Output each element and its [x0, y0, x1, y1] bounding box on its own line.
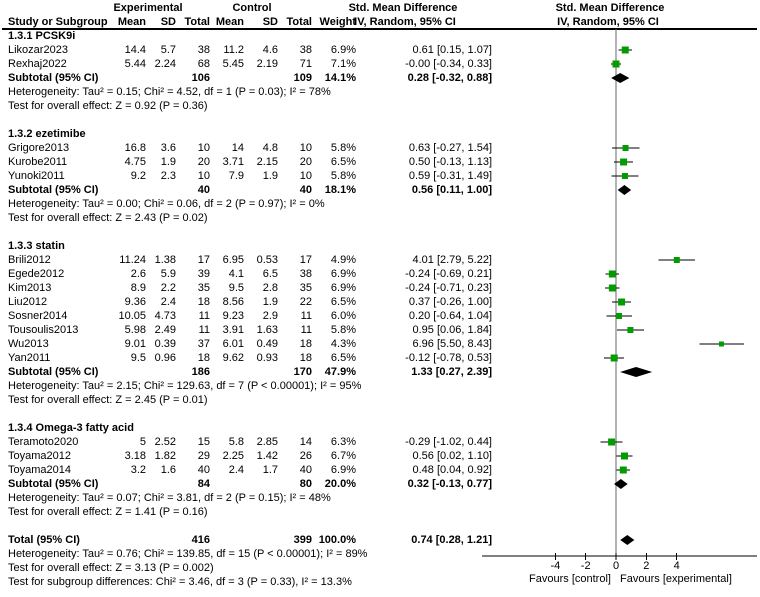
study-name: Yan2011	[8, 352, 51, 364]
weight: 6.7%	[330, 450, 356, 462]
exp-sd: 0.39	[154, 338, 176, 350]
study-name: Rexhaj2022	[8, 58, 67, 70]
smd-ci-value: 0.56 [0.11, 1.00]	[411, 184, 492, 196]
table-row	[0, 309, 760, 323]
overall-effect-text: Test for overall effect: Z = 2.45 (P = 0.01)	[8, 394, 208, 406]
ctl-sd: 0.53	[256, 254, 278, 266]
weight: 6.5%	[330, 296, 356, 308]
weight: 6.9%	[330, 464, 356, 476]
section-title: 1.3.4 Omega-3 fatty acid	[8, 422, 134, 434]
table-row	[0, 281, 760, 295]
axis-tick-label: 4	[673, 560, 680, 572]
heterogeneity-text: Heterogeneity: Tau² = 0.00; Chi² = 0.06, df = 2 (P = 0.97); I² = 0%	[8, 198, 325, 210]
heterogeneity-text: Heterogeneity: Tau² = 0.07; Chi² = 3.81, df = 2 (P = 0.15); I² = 48%	[8, 492, 331, 504]
table-row	[0, 99, 760, 113]
axis-tick-label: 2	[643, 560, 650, 572]
ctl-mean: 6.01	[222, 338, 244, 350]
exp-mean: 5.44	[124, 58, 146, 70]
ctl-total: 10	[299, 142, 312, 154]
ctl-sd: 2.15	[256, 156, 278, 168]
heterogeneity-text: Heterogeneity: Tau² = 2.15; Chi² = 129.63, df = 7 (P < 0.00001); I² = 95%	[8, 380, 362, 392]
table-row	[0, 533, 760, 547]
weight: 6.3%	[330, 436, 356, 448]
header-exp-total: Total	[184, 16, 210, 28]
ctl-total: 11	[300, 324, 312, 336]
smd-ci-value: 0.48 [0.04, 0.92]	[412, 464, 492, 476]
study-name: Wu2013	[8, 338, 49, 350]
table-row	[0, 197, 760, 211]
weight: 6.9%	[330, 268, 356, 280]
favours-control-label: Favours [control]	[529, 573, 611, 585]
study-name: Kim2013	[8, 282, 52, 294]
header-ctl-total: Total	[286, 16, 312, 28]
ctl-total: 170	[293, 366, 312, 378]
exp-mean: 4.75	[124, 156, 146, 168]
weight: 5.8%	[330, 324, 356, 336]
exp-sd: 3.6	[160, 142, 176, 154]
header-smd-plot-sub: IV, Random, 95% CI	[557, 16, 659, 28]
table-row	[0, 43, 760, 57]
smd-ci-value: 0.32 [-0.13, 0.77]	[407, 478, 492, 490]
ctl-sd: 6.5	[262, 268, 278, 280]
table-row	[0, 449, 760, 463]
ctl-total: 35	[299, 282, 312, 294]
ctl-total: 26	[299, 450, 312, 462]
ctl-total: 38	[299, 44, 312, 56]
study-name: Kurobe2011	[8, 156, 68, 168]
exp-sd: 2.49	[154, 324, 176, 336]
exp-total: 10	[197, 142, 210, 154]
exp-sd: 0.96	[154, 352, 176, 364]
overall-effect-text: Test for overall effect: Z = 3.13 (P = 0.002)	[8, 562, 214, 574]
ctl-sd: 1.42	[256, 450, 278, 462]
ctl-total: 22	[299, 296, 312, 308]
ctl-mean: 3.91	[222, 324, 244, 336]
header-study-col: Study or Subgroup	[8, 16, 108, 28]
subtotal-label: Subtotal (95% CI)	[8, 72, 99, 84]
ctl-total: 38	[299, 268, 312, 280]
table-row	[0, 379, 760, 393]
exp-total: 10	[197, 170, 210, 182]
exp-mean: 9.2	[130, 170, 146, 182]
table-row	[0, 491, 760, 505]
smd-ci-value: -0.00 [-0.34, 0.33]	[405, 58, 492, 70]
ctl-sd: 1.7	[262, 464, 278, 476]
smd-ci-value: -0.24 [-0.69, 0.21]	[405, 268, 492, 280]
ctl-mean: 7.9	[228, 170, 244, 182]
ctl-mean: 11.2	[223, 44, 244, 56]
study-name: Liu2012	[8, 296, 48, 308]
ctl-sd: 1.9	[262, 170, 278, 182]
table-row	[0, 575, 760, 589]
weight: 100.0%	[318, 534, 356, 546]
exp-mean: 5	[139, 436, 146, 448]
smd-ci-value: 0.50 [-0.13, 1.13]	[408, 156, 492, 168]
table-row	[0, 29, 760, 43]
exp-sd: 5.9	[160, 268, 176, 280]
ctl-mean: 9.5	[228, 282, 244, 294]
study-name: Teramoto2020	[8, 436, 79, 448]
exp-mean: 10.05	[118, 310, 146, 322]
smd-ci-value: 4.01 [2.79, 5.22]	[412, 254, 492, 266]
exp-mean: 9.01	[124, 338, 146, 350]
smd-ci-value: 0.61 [0.15, 1.07]	[412, 44, 492, 56]
ctl-total: 399	[293, 534, 312, 546]
ctl-total: 40	[299, 184, 312, 196]
table-row	[0, 253, 760, 267]
exp-sd: 1.38	[154, 254, 176, 266]
ctl-total: 109	[293, 72, 312, 84]
smd-ci-value: 6.96 [5.50, 8.43]	[412, 338, 492, 350]
smd-ci-value: -0.29 [-1.02, 0.44]	[405, 436, 492, 448]
header-exp-mean: Mean	[117, 16, 146, 28]
table-row	[0, 267, 760, 281]
header-ctl-sd: SD	[262, 16, 278, 28]
weight: 18.1%	[324, 184, 356, 196]
exp-mean: 9.36	[124, 296, 146, 308]
study-name: Grigore2013	[8, 142, 70, 154]
ctl-sd: 2.19	[256, 58, 278, 70]
ctl-sd: 2.9	[262, 310, 278, 322]
axis-tick-label: 0	[612, 560, 620, 572]
ctl-total: 18	[299, 352, 312, 364]
exp-total: 18	[197, 352, 210, 364]
table-row	[0, 435, 760, 449]
ctl-mean: 14	[231, 142, 244, 154]
exp-mean: 8.9	[130, 282, 146, 294]
smd-ci-value: 0.28 [-0.32, 0.88]	[407, 72, 492, 84]
ctl-total: 20	[299, 156, 312, 168]
exp-sd: 5.7	[160, 44, 176, 56]
weight: 6.5%	[330, 156, 356, 168]
exp-total: 11	[198, 310, 210, 322]
exp-mean: 11.24	[119, 254, 146, 266]
table-row	[0, 337, 760, 351]
exp-mean: 2.6	[130, 268, 146, 280]
table-row	[0, 323, 760, 337]
exp-sd: 2.24	[154, 58, 176, 70]
exp-total: 35	[197, 282, 210, 294]
ctl-mean: 8.56	[222, 296, 244, 308]
exp-total: 416	[191, 534, 210, 546]
ctl-mean: 4.1	[228, 268, 244, 280]
exp-sd: 2.4	[160, 296, 176, 308]
table-row	[0, 71, 760, 85]
smd-ci-value: 0.56 [0.02, 1.10]	[412, 450, 492, 462]
table-row	[0, 547, 760, 561]
ctl-total: 71	[299, 58, 312, 70]
header-group-control: Control	[232, 2, 272, 14]
study-name: Toyama2014	[8, 464, 71, 476]
table-row	[0, 561, 760, 575]
table-row	[0, 477, 760, 491]
exp-total: 106	[191, 72, 210, 84]
weight: 5.8%	[330, 142, 356, 154]
table-row	[0, 57, 760, 71]
exp-total: 40	[197, 464, 210, 476]
table-row	[0, 421, 760, 435]
subtotal-label: Subtotal (95% CI)	[8, 478, 99, 490]
exp-sd: 2.3	[160, 170, 176, 182]
smd-ci-value: 1.33 [0.27, 2.39]	[411, 366, 492, 378]
exp-total: 15	[197, 436, 210, 448]
weight: 6.0%	[330, 310, 356, 322]
exp-mean: 5.98	[124, 324, 146, 336]
header-weight: Weight	[319, 16, 356, 28]
exp-total: 29	[197, 450, 210, 462]
table-row	[0, 365, 760, 379]
ctl-total: 11	[300, 310, 312, 322]
table-row	[0, 85, 760, 99]
smd-ci-value: -0.12 [-0.78, 0.53]	[405, 352, 492, 364]
table-row	[0, 393, 760, 407]
ctl-total: 80	[299, 478, 312, 490]
weight: 47.9%	[324, 366, 356, 378]
exp-sd: 1.6	[160, 464, 176, 476]
smd-ci-value: -0.24 [-0.71, 0.23]	[405, 282, 492, 294]
smd-ci-value: 0.63 [-0.27, 1.54]	[408, 142, 492, 154]
exp-total: 68	[197, 58, 210, 70]
table-row	[0, 141, 760, 155]
exp-total: 17	[197, 254, 210, 266]
ctl-total: 40	[299, 464, 312, 476]
total-label: Total (95% CI)	[8, 534, 80, 546]
study-name: Yunoki2011	[8, 170, 65, 182]
exp-total: 11	[198, 324, 210, 336]
table-row	[0, 127, 760, 141]
axis-tick-label: -2	[580, 560, 591, 572]
subgroup-differences-text: Test for subgroup differences: Chi² = 3.46, df = 3 (P = 0.33), I² = 13.3%	[8, 576, 352, 588]
exp-total: 40	[197, 184, 210, 196]
header-exp-sd: SD	[160, 16, 176, 28]
exp-sd: 1.82	[154, 450, 176, 462]
table-row	[0, 239, 760, 253]
table-row	[0, 295, 760, 309]
ctl-mean: 5.45	[222, 58, 244, 70]
exp-mean: 3.18	[124, 450, 146, 462]
weight: 14.1%	[324, 72, 356, 84]
study-name: Tousoulis2013	[8, 324, 79, 336]
ctl-mean: 5.8	[228, 436, 244, 448]
ctl-mean: 2.25	[222, 450, 244, 462]
table-row	[0, 463, 760, 477]
ctl-total: 18	[299, 338, 312, 350]
table-row	[0, 183, 760, 197]
ctl-sd: 4.8	[262, 142, 278, 154]
ctl-mean: 6.95	[222, 254, 244, 266]
weight: 6.5%	[330, 352, 356, 364]
ctl-total: 10	[299, 170, 312, 182]
ctl-total: 14	[299, 436, 312, 448]
ctl-mean: 9.23	[222, 310, 244, 322]
smd-ci-value: 0.59 [-0.31, 1.49]	[408, 170, 492, 182]
exp-sd: 1.9	[160, 156, 176, 168]
table-row	[0, 505, 760, 519]
favours-experimental-label: Favours [experimental]	[620, 573, 732, 585]
exp-total: 39	[197, 268, 210, 280]
heterogeneity-text: Heterogeneity: Tau² = 0.15; Chi² = 4.52, df = 1 (P = 0.03); I² = 78%	[8, 86, 331, 98]
exp-sd: 4.73	[154, 310, 176, 322]
study-name: Egede2012	[8, 268, 65, 280]
overall-effect-text: Test for overall effect: Z = 0.92 (P = 0.36)	[8, 100, 208, 112]
exp-mean: 3.2	[130, 464, 146, 476]
ctl-total: 17	[299, 254, 312, 266]
exp-total: 18	[197, 296, 210, 308]
overall-effect-text: Test for overall effect: Z = 2.43 (P = 0.02)	[8, 212, 208, 224]
exp-total: 84	[197, 478, 210, 490]
table-row	[0, 155, 760, 169]
smd-ci-value: 0.95 [0.06, 1.84]	[412, 324, 492, 336]
weight: 5.8%	[330, 170, 356, 182]
heterogeneity-text: Heterogeneity: Tau² = 0.76; Chi² = 139.85, df = 15 (P < 0.00001); I² = 89%	[8, 548, 368, 560]
weight: 6.9%	[330, 44, 356, 56]
smd-ci-value: 0.20 [-0.64, 1.04]	[408, 310, 492, 322]
weight: 7.1%	[330, 58, 356, 70]
ctl-sd: 0.93	[256, 352, 278, 364]
ctl-mean: 9.62	[222, 352, 244, 364]
exp-sd: 2.52	[154, 436, 176, 448]
ctl-sd: 1.63	[256, 324, 278, 336]
section-title: 1.3.2 ezetimibe	[8, 128, 86, 140]
table-row	[0, 169, 760, 183]
subtotal-label: Subtotal (95% CI)	[8, 366, 99, 378]
overall-effect-text: Test for overall effect: Z = 1.41 (P = 0.16)	[8, 506, 208, 518]
ctl-mean: 2.4	[228, 464, 244, 476]
header-smd-plot-title: Std. Mean Difference	[555, 2, 665, 14]
ctl-sd: 2.85	[256, 436, 278, 448]
exp-total: 38	[197, 44, 210, 56]
section-title: 1.3.1 PCSK9i	[8, 30, 76, 42]
section-title: 1.3.3 statin	[8, 240, 65, 252]
study-name: Toyama2012	[8, 450, 71, 462]
weight: 4.3%	[330, 338, 356, 350]
table-row	[0, 211, 760, 225]
header-group-experimental: Experimental	[113, 2, 183, 14]
ctl-sd: 1.9	[262, 296, 278, 308]
exp-mean: 14.4	[124, 44, 146, 56]
study-name: Likozar2023	[8, 44, 68, 56]
header-ctl-mean: Mean	[215, 16, 244, 28]
weight: 6.9%	[330, 282, 356, 294]
ctl-mean: 3.71	[222, 156, 244, 168]
smd-ci-value: 0.37 [-0.26, 1.00]	[408, 296, 492, 308]
axis-tick-label: -4	[550, 560, 561, 572]
study-name: Brili2012	[8, 254, 51, 266]
exp-mean: 9.5	[130, 352, 146, 364]
exp-total: 20	[197, 156, 210, 168]
header-smd-text-title: Std. Mean Difference	[348, 2, 458, 14]
exp-total: 186	[191, 366, 210, 378]
ctl-sd: 4.6	[262, 44, 278, 56]
study-name: Sosner2014	[8, 310, 68, 322]
exp-total: 37	[197, 338, 210, 350]
ctl-sd: 0.49	[256, 338, 278, 350]
smd-ci-value: 0.74 [0.28, 1.21]	[411, 534, 492, 546]
exp-mean: 16.8	[124, 142, 146, 154]
table-row	[0, 351, 760, 365]
header-smd-text-sub: IV, Random, 95% CI	[354, 16, 456, 28]
ctl-sd: 2.8	[262, 282, 278, 294]
subtotal-label: Subtotal (95% CI)	[8, 184, 99, 196]
weight: 20.0%	[324, 478, 356, 490]
weight: 4.9%	[330, 254, 356, 266]
exp-sd: 2.2	[160, 282, 176, 294]
